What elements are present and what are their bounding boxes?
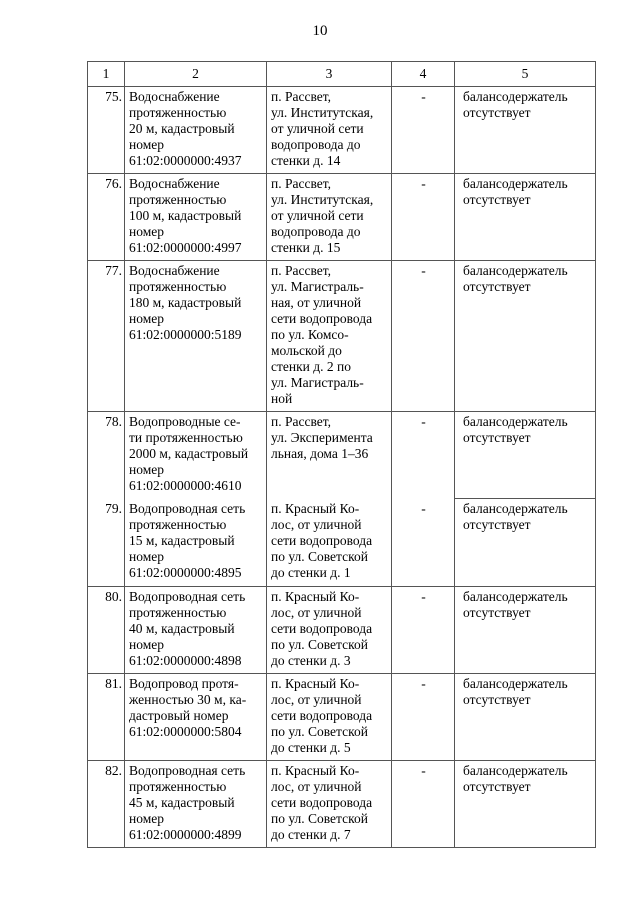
- column-4-value: -: [392, 87, 455, 174]
- object-name: Водопроводная сеть протяженностью 40 м, кадастровый номер 61:02:0000000:4898: [125, 587, 267, 674]
- table-row: [88, 87, 596, 174]
- owner-status: балансодержатель отсутствует: [455, 499, 596, 587]
- object-address: п. Красный Ко- лос, от уличной сети водопровода по ул. Советской до стенки д. 1: [267, 499, 392, 587]
- object-address: п. Красный Ко- лос, от уличной сети водопровода по ул. Советской до стенки д. 5: [267, 674, 392, 761]
- table-row: [88, 499, 596, 587]
- row-number: 82.: [88, 761, 125, 848]
- header-col-2: 2: [125, 62, 267, 87]
- page-number: 10: [312, 23, 328, 39]
- row-number: 79.: [88, 499, 125, 587]
- column-4-value: -: [392, 261, 455, 412]
- object-address: п. Рассвет, ул. Институтская, от уличной сети водопровода до стенки д. 15: [267, 174, 392, 261]
- object-address: п. Рассвет, ул. Эксперимента льная, дома 1–36: [267, 412, 392, 499]
- table-row: [88, 674, 596, 761]
- header-col-1: 1: [88, 62, 125, 87]
- object-name: Водопроводные се- ти протяженностью 2000 м, кадастровый номер 61:02:0000000:4610: [125, 412, 267, 499]
- column-4-value: -: [392, 499, 455, 587]
- owner-status: балансодержатель отсутствует: [455, 261, 596, 412]
- row-number: 77.: [88, 261, 125, 412]
- object-name: Водоснабжение протяженностью 180 м, кадастровый номер 61:02:0000000:5189: [125, 261, 267, 412]
- row-number: 81.: [88, 674, 125, 761]
- object-name: Водоснабжение протяженностью 100 м, кадастровый номер 61:02:0000000:4997: [125, 174, 267, 261]
- table-row: [88, 587, 596, 674]
- table-row: [88, 174, 596, 261]
- column-4-value: -: [392, 761, 455, 848]
- registry-table: [87, 61, 596, 848]
- header-col-3: 3: [267, 62, 392, 87]
- object-address: п. Красный Ко- лос, от уличной сети водопровода по ул. Советской до стенки д. 7: [267, 761, 392, 848]
- object-name: Водопроводная сеть протяженностью 45 м, кадастровый номер 61:02:0000000:4899: [125, 761, 267, 848]
- table-row: [88, 261, 596, 412]
- header-row: [88, 62, 596, 87]
- column-4-value: -: [392, 174, 455, 261]
- row-number: 75.: [88, 87, 125, 174]
- column-4-value: -: [392, 674, 455, 761]
- object-name: Водопровод протя- женностью 30 м, ка- дастровый номер 61:02:0000000:5804: [125, 674, 267, 761]
- table-row: [88, 412, 596, 499]
- header-col-5: 5: [455, 62, 596, 87]
- owner-status: балансодержатель отсутствует: [455, 412, 596, 499]
- row-number: 78.: [88, 412, 125, 499]
- owner-status: балансодержатель отсутствует: [455, 761, 596, 848]
- owner-status: балансодержатель отсутствует: [455, 87, 596, 174]
- header-col-4: 4: [392, 62, 455, 87]
- object-address: п. Рассвет, ул. Магистраль- ная, от уличной сети водопровода по ул. Комсо- мольской до стенки д. 2 по ул. Магистраль- ной: [267, 261, 392, 412]
- column-4-value: -: [392, 587, 455, 674]
- row-number: 80.: [88, 587, 125, 674]
- owner-status: балансодержатель отсутствует: [455, 587, 596, 674]
- column-4-value: -: [392, 412, 455, 499]
- row-number: 76.: [88, 174, 125, 261]
- object-name: Водоснабжение протяженностью 20 м, кадастровый номер 61:02:0000000:4937: [125, 87, 267, 174]
- owner-status: балансодержатель отсутствует: [455, 674, 596, 761]
- object-address: п. Красный Ко- лос, от уличной сети водопровода по ул. Советской до стенки д. 3: [267, 587, 392, 674]
- object-name: Водопроводная сеть протяженностью 15 м, кадастровый номер 61:02:0000000:4895: [125, 499, 267, 587]
- object-address: п. Рассвет, ул. Институтская, от уличной сети водопровода до стенки д. 14: [267, 87, 392, 174]
- owner-status: балансодержатель отсутствует: [455, 174, 596, 261]
- table-row: [88, 761, 596, 848]
